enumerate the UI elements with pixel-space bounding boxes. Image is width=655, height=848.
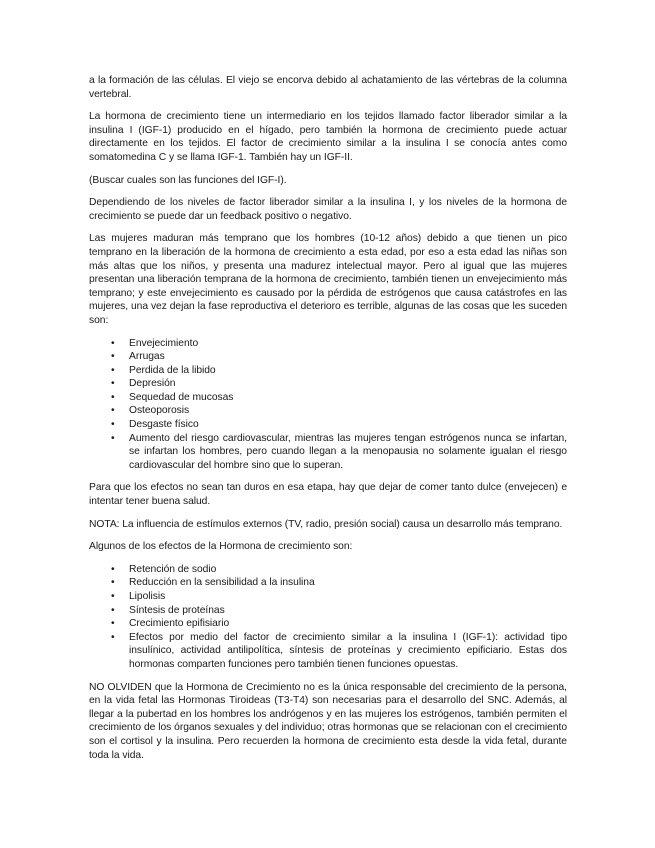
list-item	[89, 337, 567, 351]
list-item	[89, 590, 567, 604]
list-item-text: Crecimiento epifisiario	[129, 618, 230, 630]
paragraph-igf1-intermediary: La hormona de crecimiento tiene un intermediario en los tejidos llamado factor liberador similar a la insulina I (IGF-1) producido en el hígado, pero también la hormona de crecimiento puede actuar directamente en los tejidos. El factor de crecimiento similar a la insulina I se conocía antes como somatomedina C y se llama IGF-1. También hay un IGF-II.	[89, 111, 567, 163]
paragraph-external-stimuli-note: NOTA: La influencia de estímulos externos (TV, radio, presión social) causa un desarrollo más temprano.	[89, 518, 563, 530]
list-item	[89, 364, 567, 378]
bullet-icon: •	[111, 577, 115, 589]
bullet-icon: •	[111, 405, 115, 417]
bullet-icon: •	[111, 618, 115, 630]
list-item-text: Sequedad de mucosas	[129, 391, 234, 403]
list-item	[89, 404, 567, 418]
paragraph-sweets-advice: Para que los efectos no sean tan duros en esa etapa, hay que dejar de comer tanto dulce (envejecen) e intentar tener buena salud.	[89, 482, 567, 508]
list-item-text: Osteoporosis	[129, 405, 190, 417]
list-item-text: Reducción en la sensibilidad a la insulina	[129, 577, 315, 589]
paragraph-igf1-functions-note: (Buscar cuales son las funciones del IGF-I).	[89, 174, 287, 186]
list-item	[89, 432, 567, 473]
bullet-icon: •	[111, 337, 115, 349]
paragraph-women-maturation: Las mujeres maduran más temprano que los hombres (10-12 años) debido a que tienen un pico temprano en la liberación de la hormona de crecimiento a esta edad, por eso a esta edad las niñas son más altas que los niños, y presenta una madurez intelectual mayor. Pero al igual que las mujeres presentan una liberación temprana de la hormona de crecimiento, también tienen un envejecimiento más temprano; y este envejecimiento es causado por la pérdida de estrógenos que causa catástrofes en las mujeres, una vez dejan la fase reproductiva el deterioro es terrible, algunas de las cosas que les suceden son:	[89, 233, 567, 326]
bullet-icon: •	[111, 563, 115, 575]
list-item	[89, 617, 567, 631]
list-item	[89, 576, 567, 590]
list-item-text: Arrugas	[129, 351, 165, 363]
list-item	[89, 418, 567, 432]
bullet-icon: •	[111, 631, 115, 643]
bullet-icon: •	[111, 364, 115, 376]
bullet-icon: •	[111, 419, 115, 431]
list-item-text: Efectos por medio del factor de crecimiento similar a la insulina I (IGF-1): actividad tipo insulínico, actividad antilipolítica, síntesis de proteínas y crecimiento epificiario. Estas dos hormonas comparten funciones pero también tienen funciones opuestas.	[129, 631, 567, 670]
list-item	[89, 391, 567, 405]
paragraph-gh-effects-intro: Algunos de los efectos de la Hormona de crecimiento son:	[89, 541, 353, 553]
list-item	[89, 631, 567, 672]
bullet-icon: •	[111, 591, 115, 602]
aging-effects-list	[89, 337, 567, 473]
gh-effects-list	[89, 563, 567, 672]
bullet-icon: •	[111, 351, 115, 363]
bullet-icon: •	[111, 604, 115, 616]
paragraph-cell-formation: a la formación de las células. El viejo se encorva debido al achatamiento de las vértebras de la columna vertebral.	[89, 75, 567, 100]
list-item	[89, 350, 567, 364]
document-page	[89, 74, 567, 771]
list-item-text: Perdida de la libido	[129, 364, 216, 376]
list-item-text: Retención de sodio	[129, 563, 217, 575]
bullet-icon: •	[111, 432, 115, 444]
paragraph-do-not-forget: NO OLVIDEN que la Hormona de Crecimiento no es la única responsable del crecimiento de la persona, en la vida fetal las Hormonas Tiroideas (T3-T4) son necesarias para el desarrollo del SNC. Además, al llegar a la pubertad en los hombres los andrógenos y en las mujeres los estrógenos, también permiten el crecimiento de los órganos sexuales y del individuo; otras hormonas que se relacionan con el crecimiento son el cortisol y la insulina. Pero recuerden la hormona de crecimiento esta desde la vida fetal, durante toda la vida.	[89, 681, 567, 761]
bullet-icon: •	[111, 391, 115, 403]
paragraph-feedback: Dependiendo de los niveles de factor liberador similar a la insulina I, y los niveles de la hormona de crecimiento se puede dar un feedback positivo o negativo.	[89, 197, 567, 222]
list-item-text: Desgaste físico	[129, 419, 199, 431]
bullet-icon: •	[111, 378, 115, 390]
list-item	[89, 377, 567, 391]
list-item	[89, 604, 567, 618]
list-item-text: Depresión	[129, 378, 176, 390]
list-item-text: Aumento del riesgo cardiovascular, mientras las mujeres tengan estrógenos nunca se infartan, se infartan los hombres, pero cuando llegan a la menopausia no solamente igualan el riesgo cardiovascular del hombre sino que lo superan.	[129, 432, 567, 471]
list-item-text: Lipolisis	[129, 591, 166, 602]
list-item	[89, 563, 567, 577]
list-item-text: Envejecimiento	[129, 337, 199, 349]
list-item-text: Síntesis de proteínas	[129, 604, 225, 616]
